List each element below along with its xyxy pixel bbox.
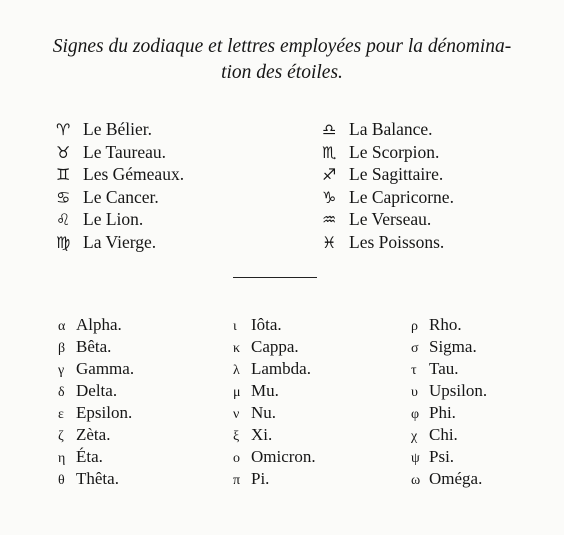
greek-letters-column-3: [411, 314, 487, 490]
title-line-2: tion des étoiles.: [221, 62, 343, 83]
aries-icon: ♈: [56, 120, 71, 139]
greek-letters-column-1: [58, 314, 134, 490]
greek-letter-label: Cappa.: [251, 337, 299, 356]
greek-letter-label: Psi.: [429, 447, 455, 466]
zodiac-item: [56, 141, 184, 164]
greek-letter-label: Epsilon.: [76, 403, 133, 422]
greek-letter-symbol: θ: [58, 473, 65, 488]
greek-letter-item: [58, 380, 134, 402]
greek-letter-label: Lambda.: [251, 359, 311, 378]
zodiac-label: Le Cancer.: [83, 186, 159, 207]
zodiac-label: Le Taureau.: [83, 141, 166, 162]
greek-letter-label: Éta.: [76, 447, 103, 466]
zodiac-list-right: [322, 118, 454, 254]
greek-letter-label: Phi.: [429, 403, 456, 422]
zodiac-item: [56, 163, 184, 186]
greek-letter-symbol: σ: [411, 341, 419, 356]
greek-letter-symbol: δ: [58, 385, 65, 400]
greek-letter-label: Alpha.: [76, 315, 122, 334]
greek-letter-label: Xi.: [251, 425, 273, 444]
libra-icon: ♎: [322, 120, 337, 139]
greek-letter-item: [58, 424, 134, 446]
zodiac-label: Le Sagittaire.: [349, 164, 444, 185]
zodiac-item: [56, 186, 184, 209]
greek-letter-label: Nu.: [251, 403, 277, 422]
greek-letter-symbol: κ: [233, 341, 241, 356]
greek-letter-item: [58, 402, 134, 424]
greek-letter-label: Upsilon.: [429, 381, 488, 400]
greek-letter-item: [411, 446, 487, 468]
greek-letter-symbol: γ: [58, 363, 65, 378]
zodiac-list-left: [56, 118, 184, 254]
virgo-icon: ♍: [56, 232, 71, 252]
greek-letter-symbol: π: [233, 473, 241, 488]
greek-letter-symbol: υ: [411, 385, 418, 400]
greek-letter-symbol: α: [58, 319, 66, 334]
greek-letter-item: [58, 358, 134, 380]
greek-letter-label: Rho.: [429, 315, 462, 334]
greek-letter-item: [58, 468, 134, 490]
greek-letter-item: [233, 358, 316, 380]
zodiac-label: Le Lion.: [83, 209, 144, 230]
greek-letter-label: Thêta.: [76, 469, 119, 488]
zodiac-item: [56, 231, 184, 254]
greek-letter-symbol: χ: [411, 429, 418, 444]
zodiac-item: [322, 208, 454, 231]
greek-letter-item: [411, 336, 487, 358]
greek-letter-label: Oméga.: [429, 469, 483, 488]
greek-letter-symbol: ζ: [58, 429, 64, 444]
capricorn-icon: ♑: [322, 187, 337, 207]
greek-letter-item: [411, 468, 487, 490]
greek-letter-symbol: τ: [411, 363, 417, 378]
greek-letter-label: Gamma.: [76, 359, 135, 378]
greek-letter-symbol: η: [58, 451, 66, 466]
greek-letter-item: [233, 314, 316, 336]
greek-letter-item: [233, 402, 316, 424]
gemini-icon: ♊: [56, 165, 71, 185]
greek-letter-symbol: ε: [58, 407, 64, 422]
greek-letter-symbol: ρ: [411, 319, 418, 334]
greek-letter-label: Iôta.: [251, 315, 282, 334]
zodiac-label: Les Gémeaux.: [83, 164, 185, 185]
zodiac-label: Le Bélier.: [83, 119, 153, 139]
zodiac-label: La Balance.: [349, 119, 433, 139]
greek-letter-label: Mu.: [251, 381, 279, 400]
zodiac-label: Le Verseau.: [349, 209, 432, 230]
zodiac-item: [322, 186, 454, 209]
greek-letter-symbol: ψ: [411, 451, 420, 466]
greek-letter-item: [58, 336, 134, 358]
greek-letter-item: [233, 446, 316, 468]
greek-letter-label: Delta.: [76, 381, 118, 400]
zodiac-item: [56, 118, 184, 141]
greek-letter-label: Bêta.: [76, 337, 112, 356]
greek-letter-item: [411, 314, 487, 336]
zodiac-item: [56, 208, 184, 231]
zodiac-label: Le Capricorne.: [349, 186, 454, 207]
greek-letter-symbol: β: [58, 341, 66, 356]
greek-letter-symbol: φ: [411, 407, 420, 422]
greek-letter-item: [233, 468, 316, 490]
greek-letter-item: [411, 358, 487, 380]
greek-letter-symbol: ο: [233, 451, 240, 466]
greek-letter-item: [411, 380, 487, 402]
greek-letter-item: [411, 424, 487, 446]
greek-letter-item: [411, 402, 487, 424]
sagittarius-icon: ♐: [322, 165, 337, 185]
zodiac-item: [322, 118, 454, 141]
cancer-icon: ♋: [56, 187, 71, 207]
zodiac-label: Les Poissons.: [349, 231, 445, 252]
greek-letter-symbol: ω: [411, 473, 421, 488]
greek-letter-label: Tau.: [429, 359, 459, 378]
leo-icon: ♌: [56, 210, 71, 230]
greek-letter-item: [233, 424, 316, 446]
greek-letter-label: Chi.: [429, 425, 458, 444]
greek-letter-item: [58, 314, 134, 336]
greek-letter-label: Pi.: [251, 469, 270, 488]
section-divider: [233, 277, 317, 278]
zodiac-item: [322, 231, 454, 254]
zodiac-item: [322, 141, 454, 164]
zodiac-label: La Vierge.: [83, 231, 157, 252]
greek-letter-item: [58, 446, 134, 468]
zodiac-label: Le Scorpion.: [349, 141, 440, 162]
greek-letter-label: Sigma.: [429, 337, 477, 356]
greek-letter-label: Zèta.: [76, 425, 111, 444]
title-line-1: Signes du zodiaque et lettres employées pour la dénomina-: [52, 36, 512, 57]
greek-letter-symbol: ι: [233, 319, 237, 334]
greek-letter-item: [233, 336, 316, 358]
greek-letter-symbol: ν: [233, 407, 240, 422]
taurus-icon: ♉: [56, 142, 71, 162]
greek-letter-symbol: ξ: [233, 429, 240, 444]
greek-letter-symbol: λ: [233, 363, 240, 378]
scorpio-icon: ♏: [322, 142, 337, 162]
aquarius-icon: ♒: [322, 210, 337, 230]
zodiac-item: [322, 163, 454, 186]
pisces-icon: ♓: [322, 232, 337, 252]
greek-letter-item: [233, 380, 316, 402]
page-title: [0, 34, 564, 86]
greek-letter-label: Omicron.: [251, 447, 316, 466]
greek-letter-symbol: μ: [233, 385, 241, 400]
greek-letters-column-2: [233, 314, 316, 490]
